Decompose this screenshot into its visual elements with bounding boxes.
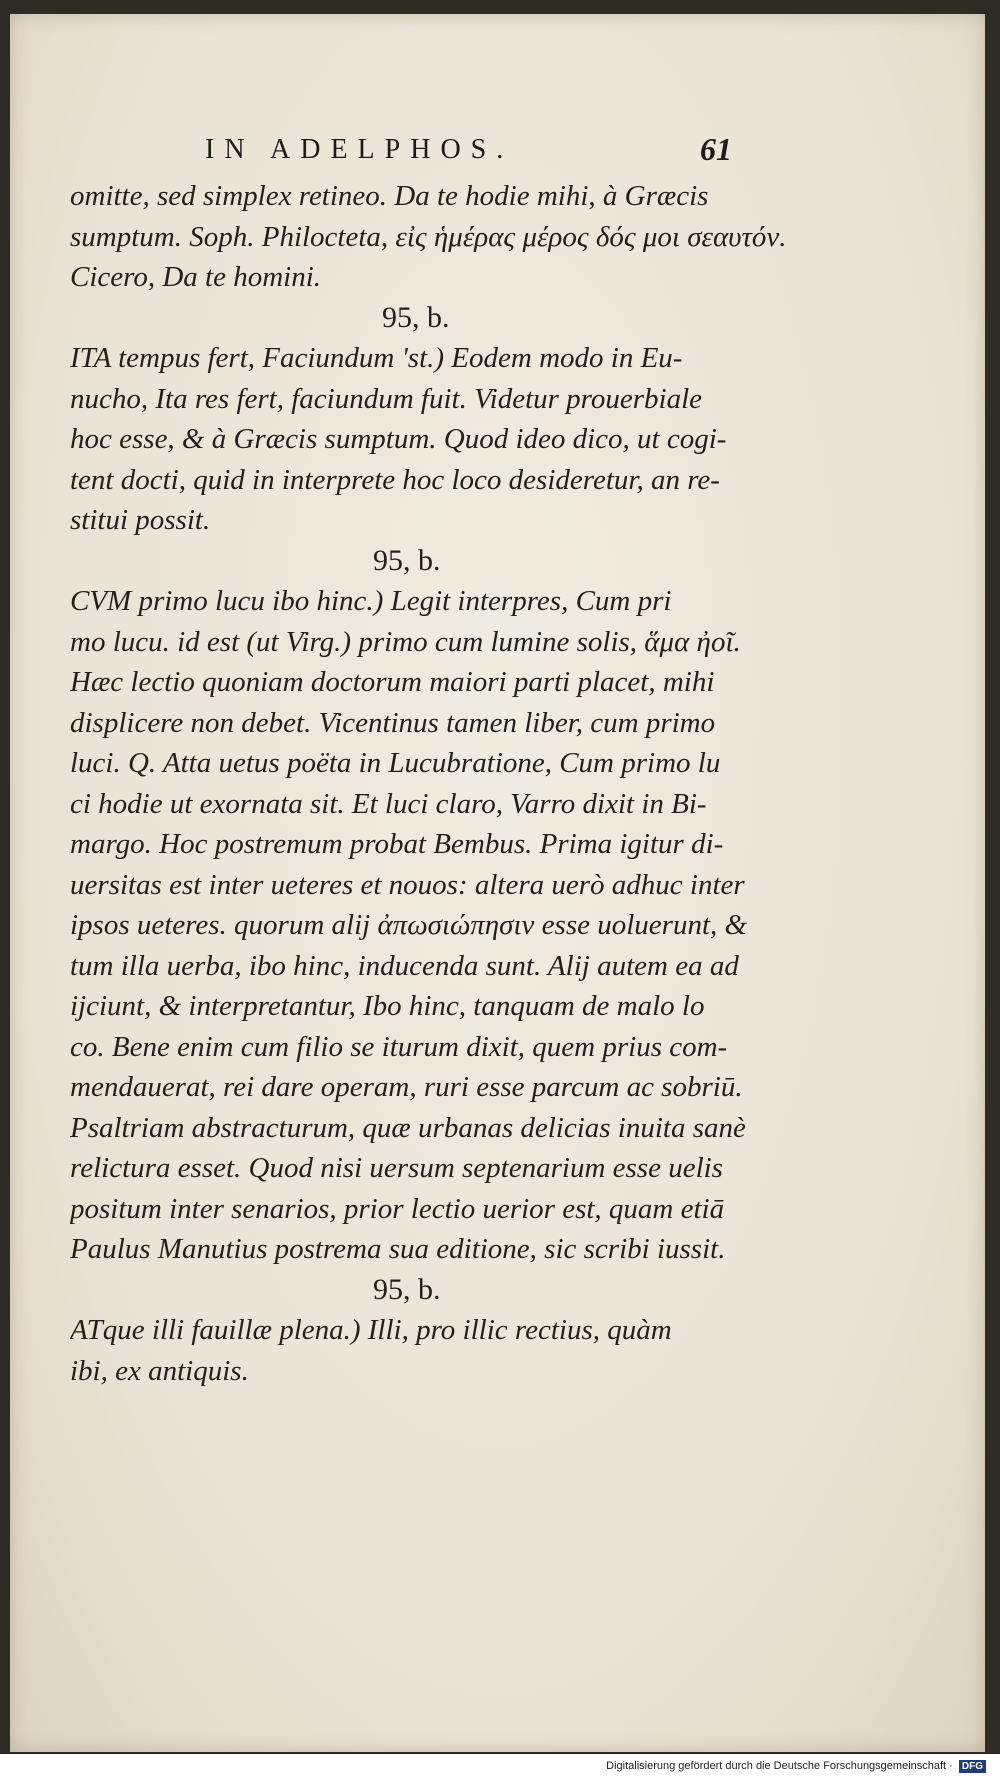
- text-line: displicere non debet. Vicentinus tamen liber, cum primo: [70, 706, 716, 739]
- text-line: margo. Hoc postremum probat Bembus. Prima igitur di-: [70, 828, 724, 860]
- text-section: [70, 298, 790, 541]
- text-line: mo lucu. id est (ut Virg.) primo cum lumine solis, ἅμα ἠοῖ.: [70, 625, 741, 658]
- section-marker: 95, b.: [382, 300, 450, 334]
- text-line: omitte, sed simplex retineo. Da te hodie mihi, à Græcis: [70, 180, 709, 212]
- text-line: tent docti, quid in interprete hoc loco desideretur, an re-: [70, 463, 720, 496]
- text-line: tum illa uerba, ibo hinc, inducenda sunt. Alij autem ea ad: [70, 949, 739, 982]
- text-line: ijciunt, & interpretantur, Ibo hinc, tanquam de malo lo: [70, 990, 705, 1022]
- text-line: CVM primo lucu ibo hinc.) Legit interpres, Cum pri: [70, 585, 672, 617]
- page-number: 61: [700, 131, 732, 167]
- text-line: Paulus Manutius postrema sua editione, sic scribi iussit.: [70, 1233, 726, 1265]
- text-line: relictura esset. Quod nisi uersum septenarium esse uelis: [70, 1152, 723, 1184]
- footer-credit: Digitalisierung gefördert durch die Deutsche Forschungsgemeinschaft · DFG: [606, 1760, 986, 1773]
- book-page: [10, 14, 985, 1752]
- text-line: Hæc lectio quoniam doctorum maiori parti placet, mihi: [70, 666, 715, 698]
- text-section: [70, 1270, 790, 1392]
- text-line: mendauerat, rei dare operam, ruri esse parcum ac sobriū.: [70, 1071, 743, 1103]
- text-section: [70, 541, 790, 1270]
- commentary-text: [70, 176, 790, 1391]
- text-line: Psaltriam abstracturum, quæ urbanas delicias inuita sanè: [70, 1111, 746, 1144]
- text-line: uersitas est inter ueteres et nouos: altera uerò adhuc inter: [70, 868, 745, 901]
- running-title: IN ADELPHOS.: [205, 134, 514, 165]
- dfg-logo: DFG: [959, 1760, 986, 1773]
- text-line: ibi, ex antiquis.: [70, 1354, 249, 1387]
- text-section: [70, 176, 790, 298]
- text-line: Cicero, Da te homini.: [70, 261, 322, 293]
- text-line: co. Bene enim cum filio se iturum dixit, quem prius com-: [70, 1030, 728, 1063]
- text-line: stitui possit.: [70, 504, 211, 536]
- text-line: positum inter senarios, prior lectio uerior est, quam etiā: [70, 1192, 725, 1225]
- section-marker: 95, b.: [373, 543, 441, 577]
- footer-credit-text: Digitalisierung gefördert durch die Deutsche Forschungsgemeinschaft: [606, 1760, 947, 1772]
- text-line: nucho, Ita res fert, faciundum fuit. Videtur prouerbiale: [70, 382, 703, 415]
- text-line: ITA tempus fert, Faciundum 'st.) Eodem modo in Eu-: [70, 342, 683, 374]
- text-line: luci. Q. Atta uetus poëta in Lucubratione, Cum primo lu: [70, 747, 721, 779]
- text-line: sumptum. Soph. Philocteta, εἰς ἡμέρας μέρος δός μοι σεαυτόν.: [70, 220, 787, 253]
- text-line: ipsos ueteres. quorum alij ἀπωσιώπησιν esse uoluerunt, &: [70, 909, 748, 941]
- digitization-footer: [0, 1754, 1000, 1783]
- text-line: ci hodie ut exornata sit. Et luci claro, Varro dixit in Bi-: [70, 787, 707, 820]
- text-line: ATque illi fauillæ plena.) Illi, pro illic rectius, quàm: [70, 1314, 672, 1346]
- section-marker: 95, b.: [373, 1272, 441, 1306]
- text-line: hoc esse, & à Græcis sumptum. Quod ideo dico, ut cogi-: [70, 423, 727, 455]
